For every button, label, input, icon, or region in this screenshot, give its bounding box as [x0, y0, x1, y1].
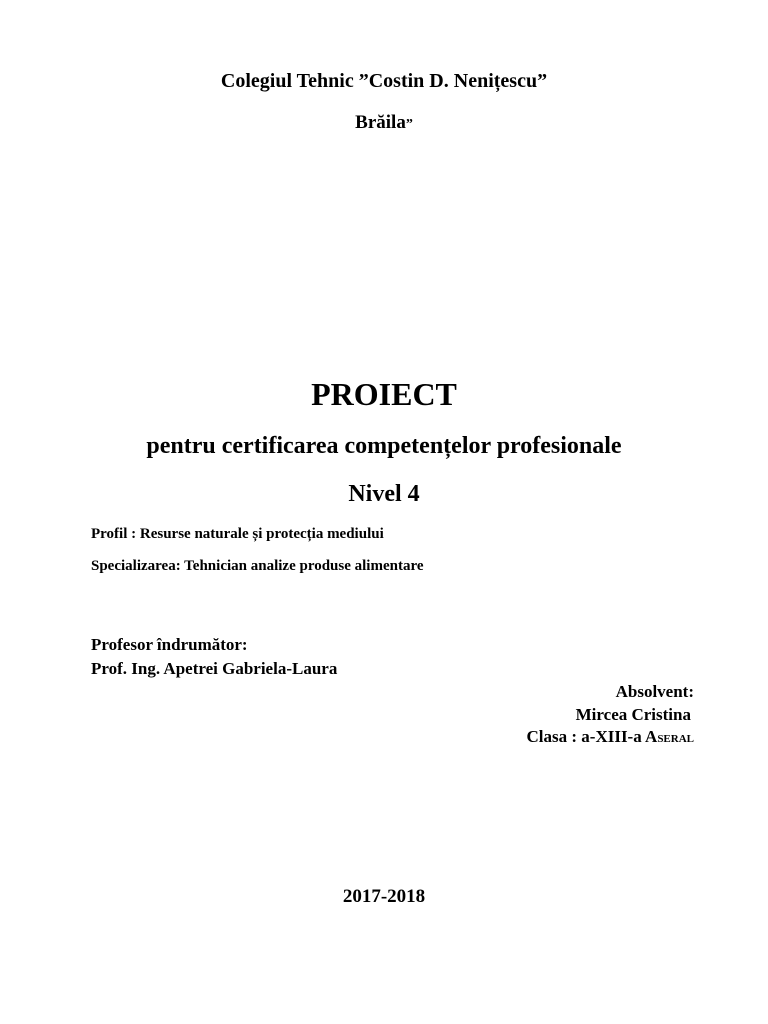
city-text: Brăila [355, 112, 406, 133]
coordinator-name: Prof. Ing. Apetrei Gabriela-Laura [91, 659, 338, 678]
graduate-label: Absolvent: [615, 682, 694, 701]
specializare-line: Specializarea: Tehnician analize produse alimentare [91, 558, 424, 574]
coordinator-label: Profesor îndrumător: [91, 635, 248, 654]
graduate-class [527, 728, 695, 745]
document-level: Nivel 4 [348, 481, 420, 507]
document-title: PROIECT [311, 376, 457, 412]
graduate-class-sub: SERAL [657, 733, 694, 745]
graduate-name: Mircea Cristina [575, 705, 691, 724]
city-quote-mark: ” [405, 117, 413, 132]
profil-line: Profil : Resurse naturale și protecția mediului [91, 526, 384, 542]
document-subtitle: pentru certificarea competențelor profesionale [146, 433, 622, 459]
city-name [0, 113, 768, 132]
school-name: Colegiul Tehnic ”Costin D. Nenițescu” [220, 70, 548, 92]
school-year: 2017-2018 [342, 886, 426, 907]
graduate-class-main: Clasa : a-XIII-a A [526, 727, 658, 746]
